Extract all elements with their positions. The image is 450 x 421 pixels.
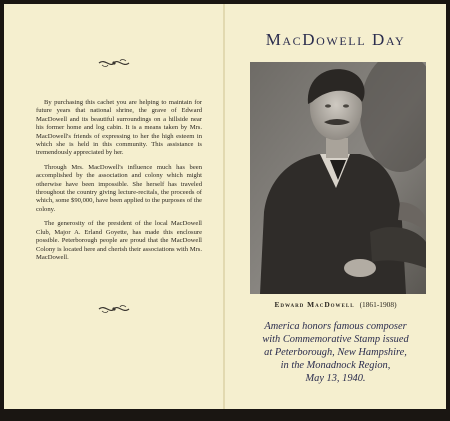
tagline-line: in the Monadnock Region, xyxy=(280,360,391,371)
tagline-line: America honors famous composer xyxy=(264,321,407,332)
left-panel xyxy=(4,4,223,409)
caption-name: Edward MacDowell xyxy=(274,300,355,309)
tagline-line: with Commemorative Stamp issued xyxy=(262,334,409,345)
portrait-illustration xyxy=(250,62,426,294)
scroll-flourish-icon xyxy=(97,57,131,69)
portrait-photo xyxy=(250,62,426,294)
bottom-ornament xyxy=(4,302,223,320)
paragraph-3: The generosity of the president of the local MacDowell Club, Major A. Erland Goyette, has made this enclosure possible. Peterborough people are proud that the MacDowell Colony is located here and cherish their associations with Mrs. MacDowell. xyxy=(36,220,202,261)
commemorative-tagline xyxy=(235,320,436,385)
photo-caption xyxy=(225,300,446,309)
right-panel xyxy=(225,4,446,409)
paragraph-1: By purchasing this cachet you are helping to maintain for future years that national shrine, the grave of Edward MacDowell and its beautiful surroundings on a hillside near his former home and log cabin. It is a means taken by Mrs. MacDowell's friends of expressing to her the high esteem in which she is held in this community. This assistance is tremendously appreciated by her. xyxy=(36,99,202,157)
top-ornament xyxy=(4,56,223,74)
tagline-line: May 13, 1940. xyxy=(305,373,366,384)
page-title: MacDowell Day xyxy=(265,30,406,49)
cachet-text xyxy=(36,99,202,268)
paragraph-2: Through Mrs. MacDowell's influence much has been accomplished by the association and colony which might otherwise have been impossible. She herself has traveled throughout the country giving lecture-recitals, the proceeds of which, some $90,000, have been applied to the purposes of the colony. xyxy=(36,163,202,213)
caption-years: (1861-1908) xyxy=(359,300,397,309)
scroll-flourish-icon xyxy=(97,303,131,315)
tagline-line: at Peterborough, New Hampshire, xyxy=(264,347,407,358)
